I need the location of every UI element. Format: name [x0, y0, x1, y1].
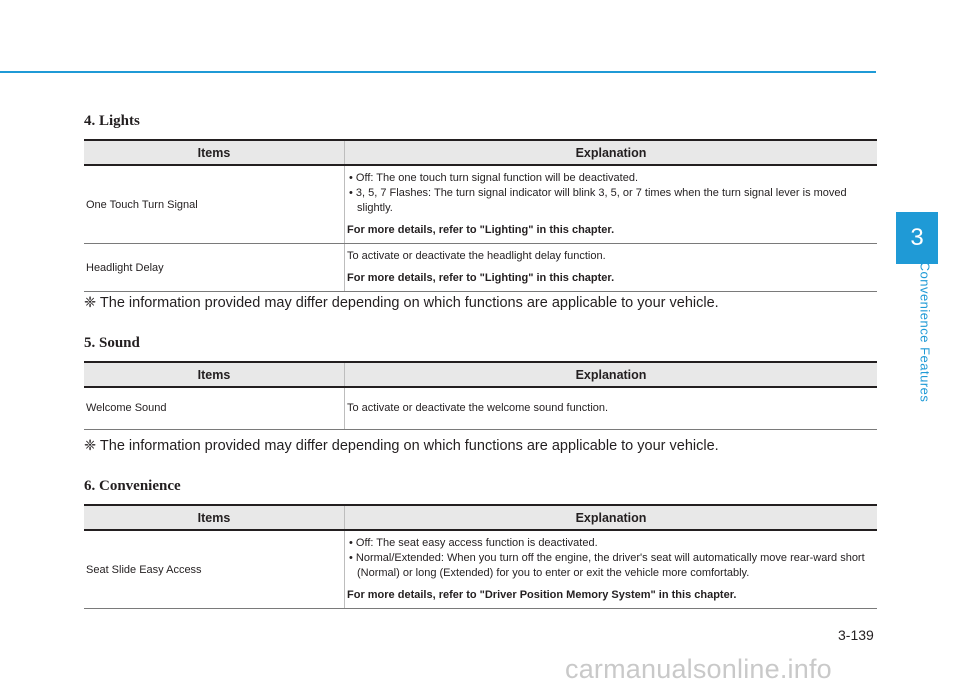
details-reference: For more details, refer to "Lighting" in this chapter.: [347, 224, 615, 236]
applicability-note: ❈ The information provided may differ depending on which functions are applicable to your vehicle.: [84, 295, 719, 311]
details-reference: For more details, refer to "Lighting" in this chapter.: [347, 272, 615, 284]
table-row: [84, 387, 877, 429]
section-title-convenience: 6. Convenience: [84, 478, 181, 494]
chapter-label: Convenience Features: [917, 261, 933, 403]
item-name: Seat Slide Easy Access: [84, 530, 345, 609]
header-explanation: Explanation: [345, 362, 878, 387]
table-row: [84, 165, 877, 244]
header-items: Items: [84, 140, 345, 165]
item-name: Headlight Delay: [84, 244, 345, 292]
table-row: [84, 244, 877, 292]
header-items: Items: [84, 362, 345, 387]
watermark: carmanualsonline.info: [565, 654, 832, 684]
convenience-table: [84, 504, 877, 609]
item-explanation: [345, 244, 878, 292]
item-explanation: To activate or deactivate the welcome sound function.: [345, 387, 878, 429]
sound-table: [84, 361, 877, 430]
page-number: 3-139: [838, 627, 874, 643]
section-title-lights: 4. Lights: [84, 113, 140, 129]
explanation-text: To activate or deactivate the headlight delay function.: [347, 250, 606, 262]
top-rule: [0, 71, 876, 73]
table-row: [84, 530, 877, 609]
bullet-text: • Normal/Extended: When you turn off the engine, the driver's seat will automatically move rear-ward short (Normal) or long (Extended) for you to enter or exit the vehicle more comfortably.: [349, 552, 865, 579]
bullet-text: • Off: The one touch turn signal function will be deactivated.: [349, 172, 639, 184]
table-header: [84, 362, 877, 387]
table-header: [84, 140, 877, 165]
section-title-sound: 5. Sound: [84, 335, 140, 351]
applicability-note: ❈ The information provided may differ depending on which functions are applicable to your vehicle.: [84, 438, 719, 454]
header-explanation: Explanation: [345, 140, 878, 165]
details-reference: For more details, refer to "Driver Position Memory System" in this chapter.: [347, 589, 737, 601]
item-explanation: [345, 530, 878, 609]
header-explanation: Explanation: [345, 505, 878, 530]
item-name: One Touch Turn Signal: [84, 165, 345, 244]
bullet-text: • Off: The seat easy access function is deactivated.: [349, 537, 598, 549]
header-items: Items: [84, 505, 345, 530]
bullet-text: • 3, 5, 7 Flashes: The turn signal indicator will blink 3, 5, or 7 times when the turn signal lever is moved slightly.: [349, 187, 847, 214]
chapter-number-tab: 3: [896, 212, 938, 264]
table-header: [84, 505, 877, 530]
lights-table: [84, 139, 877, 292]
item-name: Welcome Sound: [84, 387, 345, 429]
item-explanation: [345, 165, 878, 244]
